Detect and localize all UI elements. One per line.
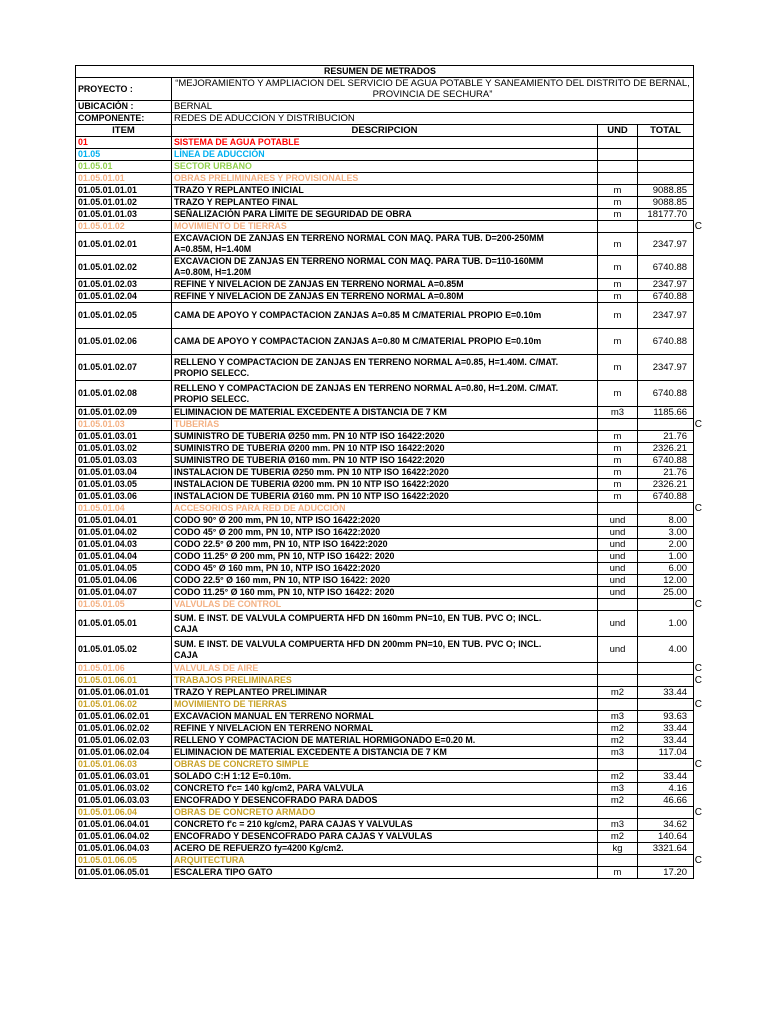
unit-cell: m3 bbox=[598, 711, 638, 723]
unit-cell bbox=[598, 221, 638, 233]
table-row bbox=[76, 515, 694, 527]
table-row bbox=[76, 783, 694, 795]
table-row bbox=[76, 867, 694, 879]
table-row bbox=[76, 407, 694, 419]
table-row bbox=[76, 209, 694, 221]
item-cell: 01.05.01.02.03 bbox=[76, 279, 172, 291]
total-cell: 2347.97 bbox=[638, 279, 694, 291]
unit-cell bbox=[598, 663, 638, 675]
item-cell: 01.05.01.06 bbox=[76, 663, 172, 675]
unit-cell bbox=[598, 699, 638, 711]
table-row bbox=[76, 735, 694, 747]
table-row bbox=[76, 819, 694, 831]
item-cell: 01.05.01.04.06 bbox=[76, 575, 172, 587]
total-cell bbox=[638, 599, 703, 611]
table-row bbox=[76, 173, 694, 185]
cut-off-mark: C bbox=[694, 221, 703, 232]
description-cell: RELLENO Y COMPACTACION DE MATERIAL HORMIGONADO E=0.20 M. bbox=[172, 735, 598, 747]
total-cell: 4.00 bbox=[638, 637, 694, 663]
total-cell: 3321.64 bbox=[638, 843, 694, 855]
item-cell: 01.05.01.03.01 bbox=[76, 431, 172, 443]
description-cell: CODO 22.5° Ø 160 mm, PN 10, NTP ISO 16422: 2020 bbox=[172, 575, 598, 587]
ubicacion-value: BERNAL bbox=[172, 101, 694, 113]
table-row bbox=[76, 256, 694, 279]
table-row bbox=[76, 329, 694, 355]
description-cell: SUM. E INST. DE VALVULA COMPUERTA HFD DN 160mm PN=10, EN TUB. PVC O; INCL. CAJA bbox=[172, 611, 598, 637]
description-cell: ENCOFRADO Y DESENCOFRADO PARA DADOS bbox=[172, 795, 598, 807]
unit-cell: und bbox=[598, 611, 638, 637]
item-cell: 01.05.01.04 bbox=[76, 503, 172, 515]
table-row bbox=[76, 539, 694, 551]
description-cell: ELIMINACION DE MATERIAL EXCEDENTE A DISTANCIA DE 7 KM bbox=[172, 747, 598, 759]
item-cell: 01.05.01.06.05 bbox=[76, 855, 172, 867]
item-cell: 01.05.01.06.04.03 bbox=[76, 843, 172, 855]
unit-cell bbox=[598, 173, 638, 185]
unit-cell: m bbox=[598, 431, 638, 443]
table-row bbox=[76, 711, 694, 723]
total-cell: 33.44 bbox=[638, 771, 694, 783]
total-cell bbox=[638, 137, 694, 149]
table-row bbox=[76, 161, 694, 173]
description-cell: SOLADO C:H 1:12 E=0.10m. bbox=[172, 771, 598, 783]
item-cell: 01.05.01.02.01 bbox=[76, 233, 172, 256]
description-cell: CONCRETO f'c = 210 kg/cm2, PARA CAJAS Y VALVULAS bbox=[172, 819, 598, 831]
cut-off-mark: C bbox=[694, 503, 703, 514]
table-row bbox=[76, 185, 694, 197]
unit-cell bbox=[598, 675, 638, 687]
item-cell: 01.05.01.02 bbox=[76, 221, 172, 233]
unit-cell: m bbox=[598, 303, 638, 329]
table-row bbox=[76, 843, 694, 855]
unit-cell: und bbox=[598, 515, 638, 527]
description-cell: REFINE Y NIVELACION DE ZANJAS EN TERRENO NORMAL A=0.80M bbox=[172, 291, 598, 303]
table-row bbox=[76, 747, 694, 759]
unit-cell: m bbox=[598, 291, 638, 303]
total-cell: 33.44 bbox=[638, 723, 694, 735]
table-row bbox=[76, 137, 694, 149]
total-cell bbox=[638, 149, 694, 161]
description-cell: CODO 22.5° Ø 200 mm, PN 10, NTP ISO 16422:2020 bbox=[172, 539, 598, 551]
item-cell: 01.05.01.04.02 bbox=[76, 527, 172, 539]
description-cell: REFINE Y NIVELACION EN TERRENO NORMAL bbox=[172, 723, 598, 735]
unit-cell: m bbox=[598, 467, 638, 479]
unit-cell: m2 bbox=[598, 687, 638, 699]
unit-cell: und bbox=[598, 539, 638, 551]
item-cell: 01.05.01.03.06 bbox=[76, 491, 172, 503]
description-cell: CODO 45° Ø 160 mm, PN 10, NTP ISO 16422:2020 bbox=[172, 563, 598, 575]
total-cell: 2.00 bbox=[638, 539, 694, 551]
total-cell: 2347.97 bbox=[638, 355, 694, 381]
description-cell: INSTALACION DE TUBERIA Ø250 mm. PN 10 NTP ISO 16422:2020 bbox=[172, 467, 598, 479]
item-cell: 01.05.01.03.03 bbox=[76, 455, 172, 467]
unit-cell: m bbox=[598, 279, 638, 291]
unit-cell: m bbox=[598, 209, 638, 221]
description-cell: SUMINISTRO DE TUBERIA Ø160 mm. PN 10 NTP ISO 16422:2020 bbox=[172, 455, 598, 467]
unit-cell: und bbox=[598, 587, 638, 599]
description-cell: EXCAVACION DE ZANJAS EN TERRENO NORMAL CON MAQ. PARA TUB. D=110-160MM A=0.80M, H=1.20M bbox=[172, 256, 598, 279]
unit-cell: und bbox=[598, 527, 638, 539]
unit-cell: m bbox=[598, 355, 638, 381]
table-row bbox=[76, 611, 694, 637]
total-cell: 21.76 bbox=[638, 431, 694, 443]
total-cell: 1.00 bbox=[638, 611, 694, 637]
description-cell: TRAZO Y REPLANTEO PRELIMINAR bbox=[172, 687, 598, 699]
description-cell: CAMA DE APOYO Y COMPACTACION ZANJAS A=0.85 M C/MATERIAL PROPIO E=0.10m bbox=[172, 303, 598, 329]
unit-cell: m2 bbox=[598, 795, 638, 807]
table-row bbox=[76, 355, 694, 381]
description-cell: SEÑALIZACIÓN PARA LÍMITE DE SEGURIDAD DE OBRA bbox=[172, 209, 598, 221]
item-cell: 01.05.01.06.04 bbox=[76, 807, 172, 819]
table-row bbox=[76, 663, 694, 675]
unit-cell: und bbox=[598, 551, 638, 563]
table-row bbox=[76, 431, 694, 443]
total-cell: 46.66 bbox=[638, 795, 694, 807]
total-cell bbox=[638, 855, 703, 867]
unit-cell: m bbox=[598, 455, 638, 467]
table-row bbox=[76, 575, 694, 587]
column-header-und: UND bbox=[598, 125, 638, 137]
table-row bbox=[76, 419, 694, 431]
table-row bbox=[76, 723, 694, 735]
item-cell: 01.05.01.06.03.01 bbox=[76, 771, 172, 783]
total-cell: 6740.88 bbox=[638, 455, 694, 467]
cut-off-mark: C bbox=[694, 663, 703, 674]
description-cell: SISTEMA DE AGUA POTABLE bbox=[172, 137, 598, 149]
unit-cell: m bbox=[598, 197, 638, 209]
cut-off-mark: C bbox=[694, 699, 703, 710]
item-cell: 01.05.01.02.02 bbox=[76, 256, 172, 279]
description-cell: CODO 11.25° Ø 160 mm, PN 10, NTP ISO 16422: 2020 bbox=[172, 587, 598, 599]
description-cell: ESCALERA TIPO GATO bbox=[172, 867, 598, 879]
item-cell: 01.05.01.06.01 bbox=[76, 675, 172, 687]
description-cell: ACCESORIOS PARA RED DE ADUCCIÓN bbox=[172, 503, 598, 515]
description-cell: CODO 90° Ø 200 mm, PN 10, NTP ISO 16422:2020 bbox=[172, 515, 598, 527]
componente-label: COMPONENTE: bbox=[76, 113, 172, 125]
item-cell: 01.05.01.06.05.01 bbox=[76, 867, 172, 879]
table-row bbox=[76, 381, 694, 407]
total-cell: 9088.85 bbox=[638, 197, 694, 209]
unit-cell bbox=[598, 503, 638, 515]
cut-off-mark: C bbox=[694, 855, 703, 866]
table-row bbox=[76, 303, 694, 329]
item-cell: 01.05.01.06.02 bbox=[76, 699, 172, 711]
sheet-title: RESUMEN DE METRADOS bbox=[76, 66, 694, 78]
total-cell: 1.00 bbox=[638, 551, 694, 563]
item-cell: 01.05.01.04.07 bbox=[76, 587, 172, 599]
cut-off-mark: C bbox=[694, 419, 703, 430]
description-cell: EXCAVACION MANUAL EN TERRENO NORMAL bbox=[172, 711, 598, 723]
unit-cell bbox=[598, 161, 638, 173]
total-cell: 1185.66 bbox=[638, 407, 694, 419]
total-cell: 3.00 bbox=[638, 527, 694, 539]
total-cell: 21.76 bbox=[638, 467, 694, 479]
total-cell bbox=[638, 663, 703, 675]
description-cell: RELLENO Y COMPACTACION DE ZANJAS EN TERRENO NORMAL A=0.85, H=1.40M. C/MAT. PROPIO SELECC. bbox=[172, 355, 598, 381]
description-cell: RELLENO Y COMPACTACION DE ZANJAS EN TERRENO NORMAL A=0.80, H=1.20M. C/MAT. PROPIO SELECC. bbox=[172, 381, 598, 407]
item-cell: 01.05.01.06.03.03 bbox=[76, 795, 172, 807]
total-cell: 4.16 bbox=[638, 783, 694, 795]
item-cell: 01.05.01.01.01 bbox=[76, 185, 172, 197]
total-cell: 34.62 bbox=[638, 819, 694, 831]
description-cell: VALVULAS DE CONTROL bbox=[172, 599, 598, 611]
total-cell bbox=[638, 675, 703, 687]
table-row bbox=[76, 455, 694, 467]
description-cell: VALVULAS DE AIRE bbox=[172, 663, 598, 675]
item-cell: 01.05.01.06.02.01 bbox=[76, 711, 172, 723]
unit-cell: m2 bbox=[598, 771, 638, 783]
item-cell: 01.05.01.03.05 bbox=[76, 479, 172, 491]
table-row bbox=[76, 771, 694, 783]
column-header-item: ITEM bbox=[76, 125, 172, 137]
item-cell: 01.05.01.02.09 bbox=[76, 407, 172, 419]
proyecto-value: “MEJORAMIENTO Y AMPLIACION DEL SERVICIO DE AGUA POTABLE Y SANEAMIENTO DEL DISTRITO DE BERNAL, PROVINCIA DE SECHURA” bbox=[172, 78, 694, 101]
item-cell: 01.05.01.06.02.03 bbox=[76, 735, 172, 747]
cut-off-mark: C bbox=[694, 599, 703, 610]
unit-cell: m bbox=[598, 381, 638, 407]
table-row bbox=[76, 687, 694, 699]
ubicacion-label: UBICACIÓN : bbox=[76, 101, 172, 113]
description-cell: EXCAVACION DE ZANJAS EN TERRENO NORMAL CON MAQ. PARA TUB. D=200-250MM A=0.85M, H=1.40M bbox=[172, 233, 598, 256]
item-cell: 01.05.01.01 bbox=[76, 173, 172, 185]
total-cell: 12.00 bbox=[638, 575, 694, 587]
cut-off-mark: C bbox=[694, 759, 703, 770]
metrados-table bbox=[75, 65, 703, 879]
total-cell: 18177.70 bbox=[638, 209, 694, 221]
description-cell: ENCOFRADO Y DESENCOFRADO PARA CAJAS Y VALVULAS bbox=[172, 831, 598, 843]
table-row bbox=[76, 795, 694, 807]
column-header-total: TOTAL bbox=[638, 125, 694, 137]
unit-cell: m bbox=[598, 329, 638, 355]
total-cell bbox=[638, 419, 703, 431]
description-cell: CODO 11.25° Ø 200 mm, PN 10, NTP ISO 16422: 2020 bbox=[172, 551, 598, 563]
description-cell: TRAZO Y REPLANTEO FINAL bbox=[172, 197, 598, 209]
item-cell: 01.05.01.06.04.02 bbox=[76, 831, 172, 843]
unit-cell: m bbox=[598, 479, 638, 491]
description-cell: ACERO DE REFUERZO fy=4200 Kg/cm2. bbox=[172, 843, 598, 855]
unit-cell: kg bbox=[598, 843, 638, 855]
item-cell: 01.05.01.02.06 bbox=[76, 329, 172, 355]
total-cell: 6740.88 bbox=[638, 256, 694, 279]
total-cell bbox=[638, 503, 703, 515]
total-cell: 140.64 bbox=[638, 831, 694, 843]
total-cell: 6740.88 bbox=[638, 329, 694, 355]
unit-cell: und bbox=[598, 637, 638, 663]
unit-cell: m3 bbox=[598, 407, 638, 419]
unit-cell: m bbox=[598, 233, 638, 256]
total-cell: 117.04 bbox=[638, 747, 694, 759]
unit-cell: m2 bbox=[598, 831, 638, 843]
table-row bbox=[76, 503, 694, 515]
item-cell: 01 bbox=[76, 137, 172, 149]
total-cell bbox=[638, 759, 703, 771]
item-cell: 01.05.01.04.03 bbox=[76, 539, 172, 551]
item-cell: 01.05.01.05 bbox=[76, 599, 172, 611]
unit-cell: m3 bbox=[598, 819, 638, 831]
item-cell: 01.05.01.06.03 bbox=[76, 759, 172, 771]
cut-off-mark: C bbox=[694, 807, 703, 818]
description-cell: LÍNEA DE ADUCCIÓN bbox=[172, 149, 598, 161]
total-cell bbox=[638, 173, 694, 185]
total-cell: 8.00 bbox=[638, 515, 694, 527]
table-row bbox=[76, 467, 694, 479]
item-cell: 01.05.01.03.04 bbox=[76, 467, 172, 479]
unit-cell bbox=[598, 759, 638, 771]
description-cell: ELIMINACION DE MATERIAL EXCEDENTE A DISTANCIA DE 7 KM bbox=[172, 407, 598, 419]
table-row bbox=[76, 443, 694, 455]
table-row bbox=[76, 551, 694, 563]
unit-cell bbox=[598, 137, 638, 149]
description-cell: SUM. E INST. DE VALVULA COMPUERTA HFD DN 200mm PN=10, EN TUB. PVC O; INCL. CAJA bbox=[172, 637, 598, 663]
description-cell: CAMA DE APOYO Y COMPACTACION ZANJAS A=0.80 M C/MATERIAL PROPIO E=0.10m bbox=[172, 329, 598, 355]
total-cell bbox=[638, 807, 703, 819]
item-cell: 01.05.01.02.07 bbox=[76, 355, 172, 381]
unit-cell: m2 bbox=[598, 735, 638, 747]
item-cell: 01.05.01.04.01 bbox=[76, 515, 172, 527]
total-cell bbox=[638, 699, 703, 711]
item-cell: 01.05.01.02.05 bbox=[76, 303, 172, 329]
item-cell: 01.05.01.02.08 bbox=[76, 381, 172, 407]
description-cell: INSTALACION DE TUBERIA Ø200 mm. PN 10 NTP ISO 16422:2020 bbox=[172, 479, 598, 491]
item-cell: 01.05.01.01.03 bbox=[76, 209, 172, 221]
description-cell: SUMINISTRO DE TUBERIA Ø200 mm. PN 10 NTP ISO 16422:2020 bbox=[172, 443, 598, 455]
total-cell: 33.44 bbox=[638, 687, 694, 699]
description-cell: MOVIMIENTO DE TIERRAS bbox=[172, 221, 598, 233]
total-cell: 6.00 bbox=[638, 563, 694, 575]
componente-value: REDES DE ADUCCION Y DISTRIBUCION bbox=[172, 113, 694, 125]
description-cell: INSTALACION DE TUBERIA Ø160 mm. PN 10 NTP ISO 16422:2020 bbox=[172, 491, 598, 503]
item-cell: 01.05.01.01.02 bbox=[76, 197, 172, 209]
item-cell: 01.05.01.06.01.01 bbox=[76, 687, 172, 699]
total-cell: 25.00 bbox=[638, 587, 694, 599]
description-cell: MOVIMIENTO DE TIERRAS bbox=[172, 699, 598, 711]
table-row bbox=[76, 759, 694, 771]
unit-cell: m bbox=[598, 867, 638, 879]
total-cell: 6740.88 bbox=[638, 491, 694, 503]
item-cell: 01.05.01 bbox=[76, 161, 172, 173]
table-row bbox=[76, 563, 694, 575]
table-row bbox=[76, 637, 694, 663]
table-row bbox=[76, 197, 694, 209]
item-cell: 01.05.01.04.05 bbox=[76, 563, 172, 575]
table-row bbox=[76, 699, 694, 711]
unit-cell: m bbox=[598, 185, 638, 197]
item-cell: 01.05.01.04.04 bbox=[76, 551, 172, 563]
table-row bbox=[76, 279, 694, 291]
unit-cell: m bbox=[598, 256, 638, 279]
table-row bbox=[76, 599, 694, 611]
unit-cell bbox=[598, 419, 638, 431]
unit-cell: m2 bbox=[598, 723, 638, 735]
column-header-descripcion: DESCRIPCION bbox=[172, 125, 598, 137]
description-cell: REFINE Y NIVELACION DE ZANJAS EN TERRENO NORMAL A=0.85M bbox=[172, 279, 598, 291]
table-row bbox=[76, 491, 694, 503]
proyecto-label: PROYECTO : bbox=[76, 78, 172, 101]
table-row bbox=[76, 291, 694, 303]
cut-off-mark: C bbox=[694, 675, 703, 686]
unit-cell: und bbox=[598, 563, 638, 575]
unit-cell: m bbox=[598, 443, 638, 455]
description-cell: TUBERÍAS bbox=[172, 419, 598, 431]
item-cell: 01.05.01.02.04 bbox=[76, 291, 172, 303]
total-cell: 2326.21 bbox=[638, 479, 694, 491]
item-cell: 01.05.01.03 bbox=[76, 419, 172, 431]
total-cell bbox=[638, 221, 703, 233]
total-cell: 6740.88 bbox=[638, 291, 694, 303]
total-cell: 17.20 bbox=[638, 867, 694, 879]
total-cell bbox=[638, 161, 694, 173]
description-cell: CODO 45° Ø 200 mm, PN 10, NTP ISO 16422:2020 bbox=[172, 527, 598, 539]
unit-cell: m3 bbox=[598, 747, 638, 759]
item-cell: 01.05.01.06.03.02 bbox=[76, 783, 172, 795]
item-cell: 01.05.01.05.02 bbox=[76, 637, 172, 663]
unit-cell bbox=[598, 599, 638, 611]
description-cell: CONCRETO f'c= 140 kg/cm2, PARA VALVULA bbox=[172, 783, 598, 795]
table-row bbox=[76, 149, 694, 161]
unit-cell bbox=[598, 149, 638, 161]
item-cell: 01.05 bbox=[76, 149, 172, 161]
item-cell: 01.05.01.05.01 bbox=[76, 611, 172, 637]
unit-cell bbox=[598, 855, 638, 867]
description-cell: TRABAJOS PRELIMINARES bbox=[172, 675, 598, 687]
item-cell: 01.05.01.06.04.01 bbox=[76, 819, 172, 831]
unit-cell: m bbox=[598, 491, 638, 503]
description-cell: SECTOR URBANO bbox=[172, 161, 598, 173]
unit-cell bbox=[598, 807, 638, 819]
total-cell: 9088.85 bbox=[638, 185, 694, 197]
unit-cell: m3 bbox=[598, 783, 638, 795]
description-cell: OBRAS PRELIMINARES Y PROVISIONALES bbox=[172, 173, 598, 185]
table-row bbox=[76, 233, 694, 256]
unit-cell: und bbox=[598, 575, 638, 587]
table-row bbox=[76, 807, 694, 819]
table-row bbox=[76, 675, 694, 687]
total-cell: 2347.97 bbox=[638, 233, 694, 256]
description-cell: ARQUITECTURA bbox=[172, 855, 598, 867]
table-row bbox=[76, 479, 694, 491]
table-row bbox=[76, 831, 694, 843]
table-row bbox=[76, 527, 694, 539]
description-cell: OBRAS DE CONCRETO SIMPLE bbox=[172, 759, 598, 771]
total-cell: 2347.97 bbox=[638, 303, 694, 329]
item-cell: 01.05.01.06.02.02 bbox=[76, 723, 172, 735]
total-cell: 93.63 bbox=[638, 711, 694, 723]
table-row bbox=[76, 855, 694, 867]
item-cell: 01.05.01.06.02.04 bbox=[76, 747, 172, 759]
total-cell: 33.44 bbox=[638, 735, 694, 747]
table-row bbox=[76, 587, 694, 599]
description-cell: OBRAS DE CONCRETO ARMADO bbox=[172, 807, 598, 819]
table-row bbox=[76, 221, 694, 233]
total-cell: 2326.21 bbox=[638, 443, 694, 455]
total-cell: 6740.88 bbox=[638, 381, 694, 407]
description-cell: SUMINISTRO DE TUBERIA Ø250 mm. PN 10 NTP ISO 16422:2020 bbox=[172, 431, 598, 443]
item-cell: 01.05.01.03.02 bbox=[76, 443, 172, 455]
description-cell: TRAZO Y REPLANTEO INICIAL bbox=[172, 185, 598, 197]
